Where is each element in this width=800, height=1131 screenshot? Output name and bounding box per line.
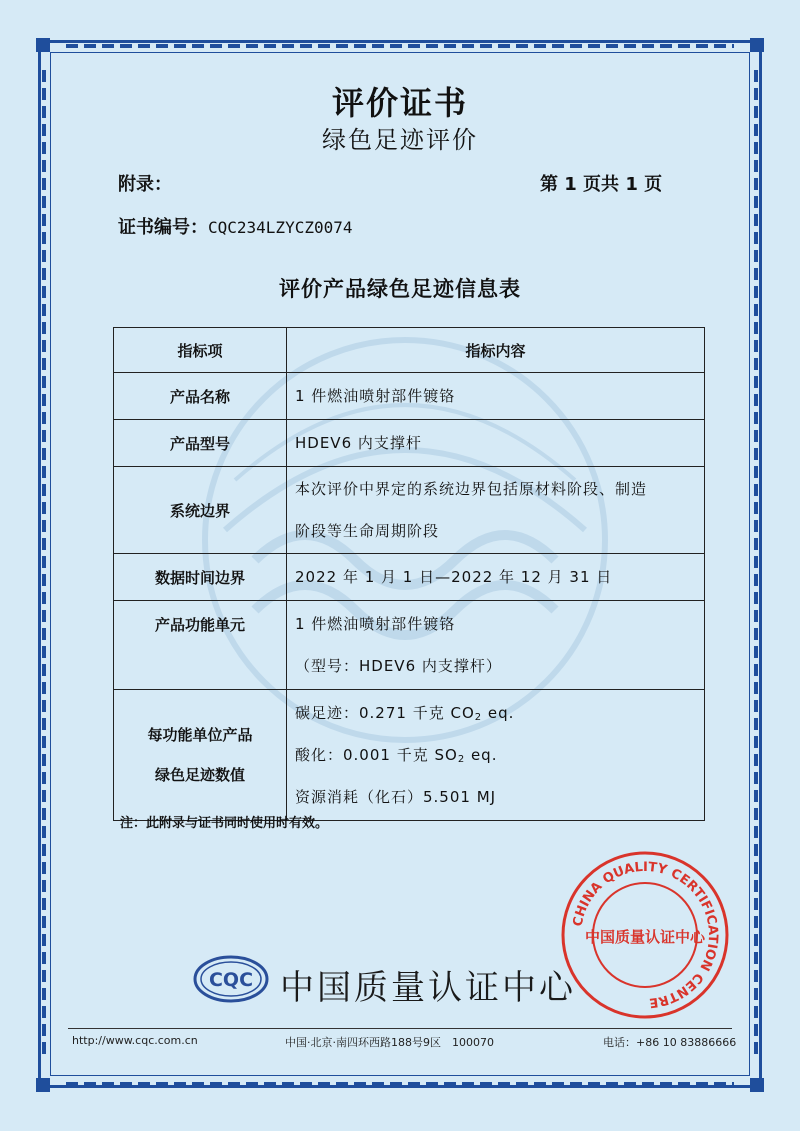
row-key: 数据时间边界 [114, 554, 287, 601]
row-value: HDEV6 内支撑杆 [287, 420, 705, 467]
row-value: 1 件燃油喷射部件镀铬 [287, 373, 705, 420]
certificate-subtitle: 绿色足迹评价 [322, 126, 478, 154]
right-dash-border [754, 70, 758, 1060]
left-dash-border [42, 70, 46, 1060]
row-value [287, 690, 705, 821]
svg-text:CHINA QUALITY CERTIFICATION CE: CHINA QUALITY CERTIFICATION CENTRE [570, 859, 721, 1010]
table-row [114, 690, 705, 821]
row-key-text: 产品功能单元 [154, 616, 245, 634]
acid-unit: eq. [465, 746, 498, 764]
row-key [114, 601, 287, 690]
value-line: （型号：HDEV6 内支撑杆） [295, 657, 502, 675]
svg-text:中国质量认证中心: 中国质量认证中心 [584, 928, 706, 946]
resource-consumption: 资源消耗（化石）5.501 MJ [295, 788, 497, 806]
row-value: 2022 年 1 月 1 日—2022 年 12 月 31 日 [287, 554, 705, 601]
carbon-text: 碳足迹：0.271 千克 CO [295, 704, 475, 722]
carbon-unit: eq. [482, 704, 515, 722]
corner-ornament [36, 1078, 50, 1092]
row-key: 产品名称 [114, 373, 287, 420]
certificate-number [118, 213, 353, 239]
cert-number-value: CQC234LZYCZ0074 [208, 218, 353, 237]
column-header-key: 指标项 [114, 328, 287, 373]
footer-divider [68, 1028, 732, 1029]
carbon-subscript: 2 [474, 712, 483, 723]
table-header-row [114, 328, 705, 373]
acid-subscript: 2 [457, 754, 466, 765]
value-line: 阶段等生命周期阶段 [295, 522, 440, 540]
row-key-line: 每功能单位产品 [147, 726, 253, 744]
table-title: 评价产品绿色足迹信息表 [279, 277, 521, 301]
value-line: 本次评价中界定的系统边界包括原材料阶段、制造 [295, 480, 648, 498]
row-key: 系统边界 [114, 467, 287, 554]
footer-url[interactable]: http://www.cqc.com.cn [72, 1034, 198, 1047]
cqc-logo-icon [193, 955, 269, 1003]
table-row [114, 420, 705, 467]
appendix-label: 附录： [118, 174, 172, 195]
row-value [287, 467, 705, 554]
certification-seal-icon [560, 850, 730, 1020]
footer-phone: 电话：+86 10 83886666 [603, 1036, 737, 1049]
corner-ornament [36, 38, 50, 52]
info-table [113, 327, 705, 821]
value-line: 1 件燃油喷射部件镀铬 [295, 615, 456, 633]
row-value [287, 601, 705, 690]
row-key [114, 690, 287, 821]
bottom-dash-border [66, 1082, 734, 1086]
table-row [114, 601, 705, 690]
table-row [114, 373, 705, 420]
top-dash-border [66, 44, 734, 48]
footer-address: 中国·北京·南四环西路188号9区 100070 [285, 1036, 494, 1049]
row-key: 产品型号 [114, 420, 287, 467]
table-row [114, 554, 705, 601]
validity-note: 注：此附录与证书同时使用时有效。 [120, 816, 329, 831]
certificate-title: 评价证书 [331, 84, 468, 122]
acid-text: 酸化：0.001 千克 SO [295, 746, 458, 764]
carbon-footprint [295, 692, 696, 734]
organization-name: 中国质量认证中心 [280, 968, 576, 1008]
svg-text:CQC: CQC [208, 969, 254, 991]
corner-ornament [750, 38, 764, 52]
acidification [295, 734, 696, 776]
table-row [114, 467, 705, 554]
row-key-line: 绿色足迹数值 [154, 766, 245, 784]
cert-number-label: 证书编号： [118, 217, 208, 238]
page-info: 第 1 页共 1 页 [540, 174, 663, 195]
corner-ornament [750, 1078, 764, 1092]
column-header-value: 指标内容 [287, 328, 705, 373]
